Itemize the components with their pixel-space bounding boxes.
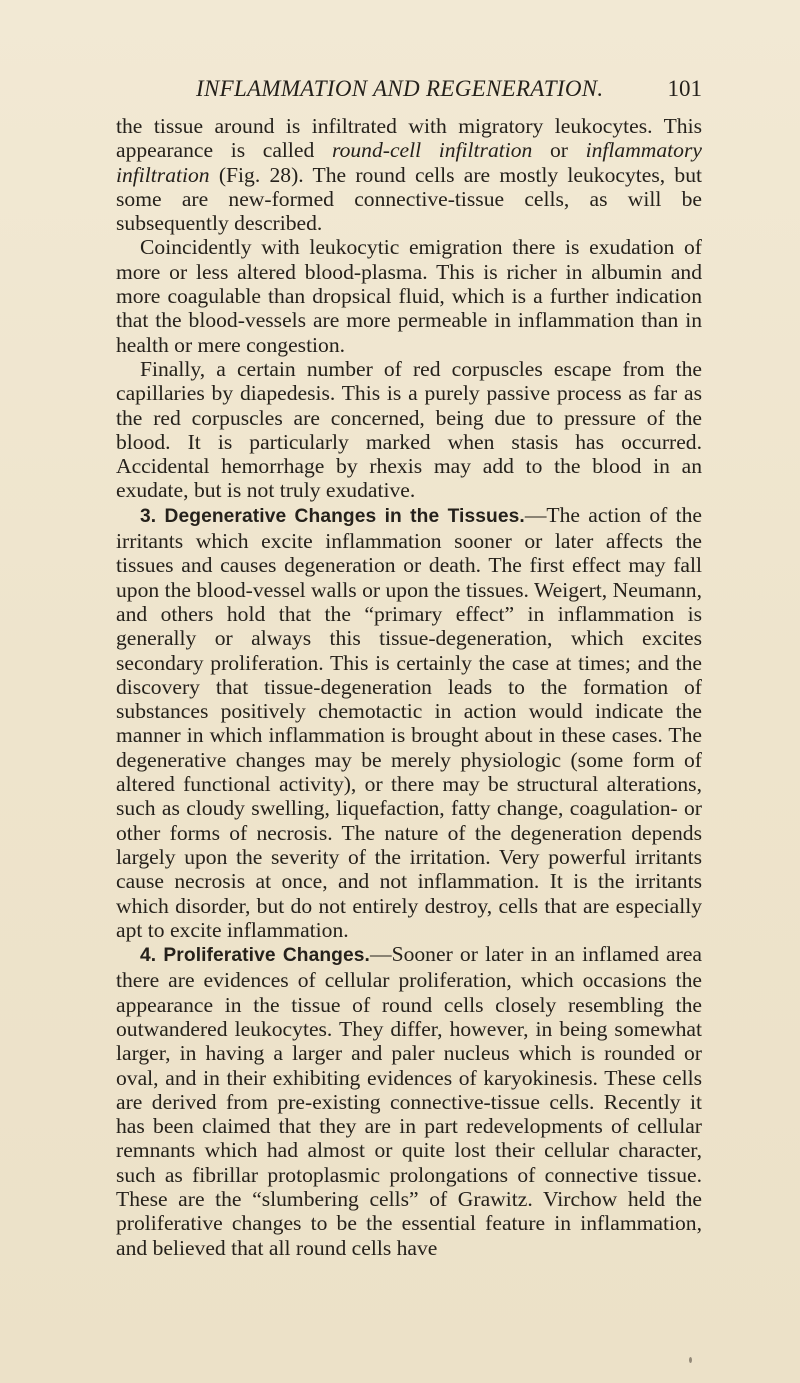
paragraph-proliferative-changes bbox=[116, 942, 702, 1260]
paper-mark bbox=[689, 1357, 692, 1363]
paragraph-diapedesis: Finally, a certain number of red corpuscles escape from the capillaries by diapedesis. This is a purely passive process as far as the red corpuscles are concerned, being due to pressure of the blood. It is particularly marked when stasis has occurred. Accidental hemorrhage by rhexis may add to the blood in an exudate, but is not truly exudative. bbox=[116, 356, 702, 503]
paragraph-text: —The action of the irritants which excite inflammation sooner or later affects the tissues and causes degeneration or death. The first effect may fall upon the blood-vessel walls or upon the tissues. Weigert, Neumann, and others hold that the “primary effect” in inflammation is generally or always this tissue-degeneration, which excites secondary proliferation. This is certainly the case at times; and the discovery that tissue-degeneration leads to the formation of substances positively chemotactic in action would indicate the manner in which inflammation is brought about in these cases. The degenerative changes may be merely physiologic (some form of altered functional activity), or there may be structural alterations, such as cloudy swelling, liquefaction, fatty change, coagulation- or other forms of necrosis. The nature of the degeneration depends largely upon the severity of the irritation. Very powerful irritants cause necrosis at once, and not inflammation. It is the irritants which disorder, but do not entirely destroy, cells that are especially apt to excite inflammation. bbox=[116, 502, 702, 942]
paragraph-round-cell-infiltration bbox=[116, 114, 702, 235]
paragraph-text: —Sooner or later in an inflamed area there are evidences of cellular proliferation, which occasions the appearance in the tissue of round cells closely resembling the outwandered leukocytes. They differ, however, in being somewhat larger, in having a larger and paler nucleus which is rounded or oval, and in their exhibiting evidences of karyokinesis. These cells are derived from pre-existing connective-tissue cells. Recently it has been claimed that they are in part redevelopments of cellular remnants which had almost or quite lost their cellular character, such as fibrillar protoplasmic prolongations of connective tissue. These are the “slumbering cells” of Grawitz. Virchow held the proliferative changes to be the essential feature in inflammation, and believed that all round cells have bbox=[116, 942, 702, 1260]
paragraph-text: the tissue around is infiltrated with migratory leukocytes. This appearance is called bbox=[116, 114, 702, 163]
section-heading-proliferative-changes: 4. Proliferative Changes. bbox=[140, 945, 370, 967]
paragraph-degenerative-changes bbox=[116, 503, 702, 942]
body-text bbox=[116, 114, 702, 1260]
paragraph-text: (Fig. 28). The round cells are mostly leukocytes, but some are new-formed connective-tissue cells, as will be subsequently described. bbox=[116, 162, 702, 236]
italic-term-round-cell-infiltration: round-cell infiltration bbox=[331, 138, 533, 163]
paragraph-text: or bbox=[532, 138, 586, 163]
italic-term-inflammatory-infiltration: inflammatory infiltration bbox=[116, 138, 702, 187]
section-heading-degenerative-changes: 3. Degenerative Changes in the Tissues. bbox=[140, 505, 525, 527]
paragraph-exudation: Coincidently with leukocytic emigration there is exudation of more or less altered blood-plasma. This is richer in albumin and more coagulable than dropsical fluid, which is a further indication that the blood-vessels are more permeable in inflammation than in health or mere congestion. bbox=[116, 235, 702, 357]
running-head bbox=[116, 76, 702, 108]
running-title: INFLAMMATION AND REGENERATION. bbox=[196, 76, 604, 101]
page-number: 101 bbox=[667, 76, 702, 101]
